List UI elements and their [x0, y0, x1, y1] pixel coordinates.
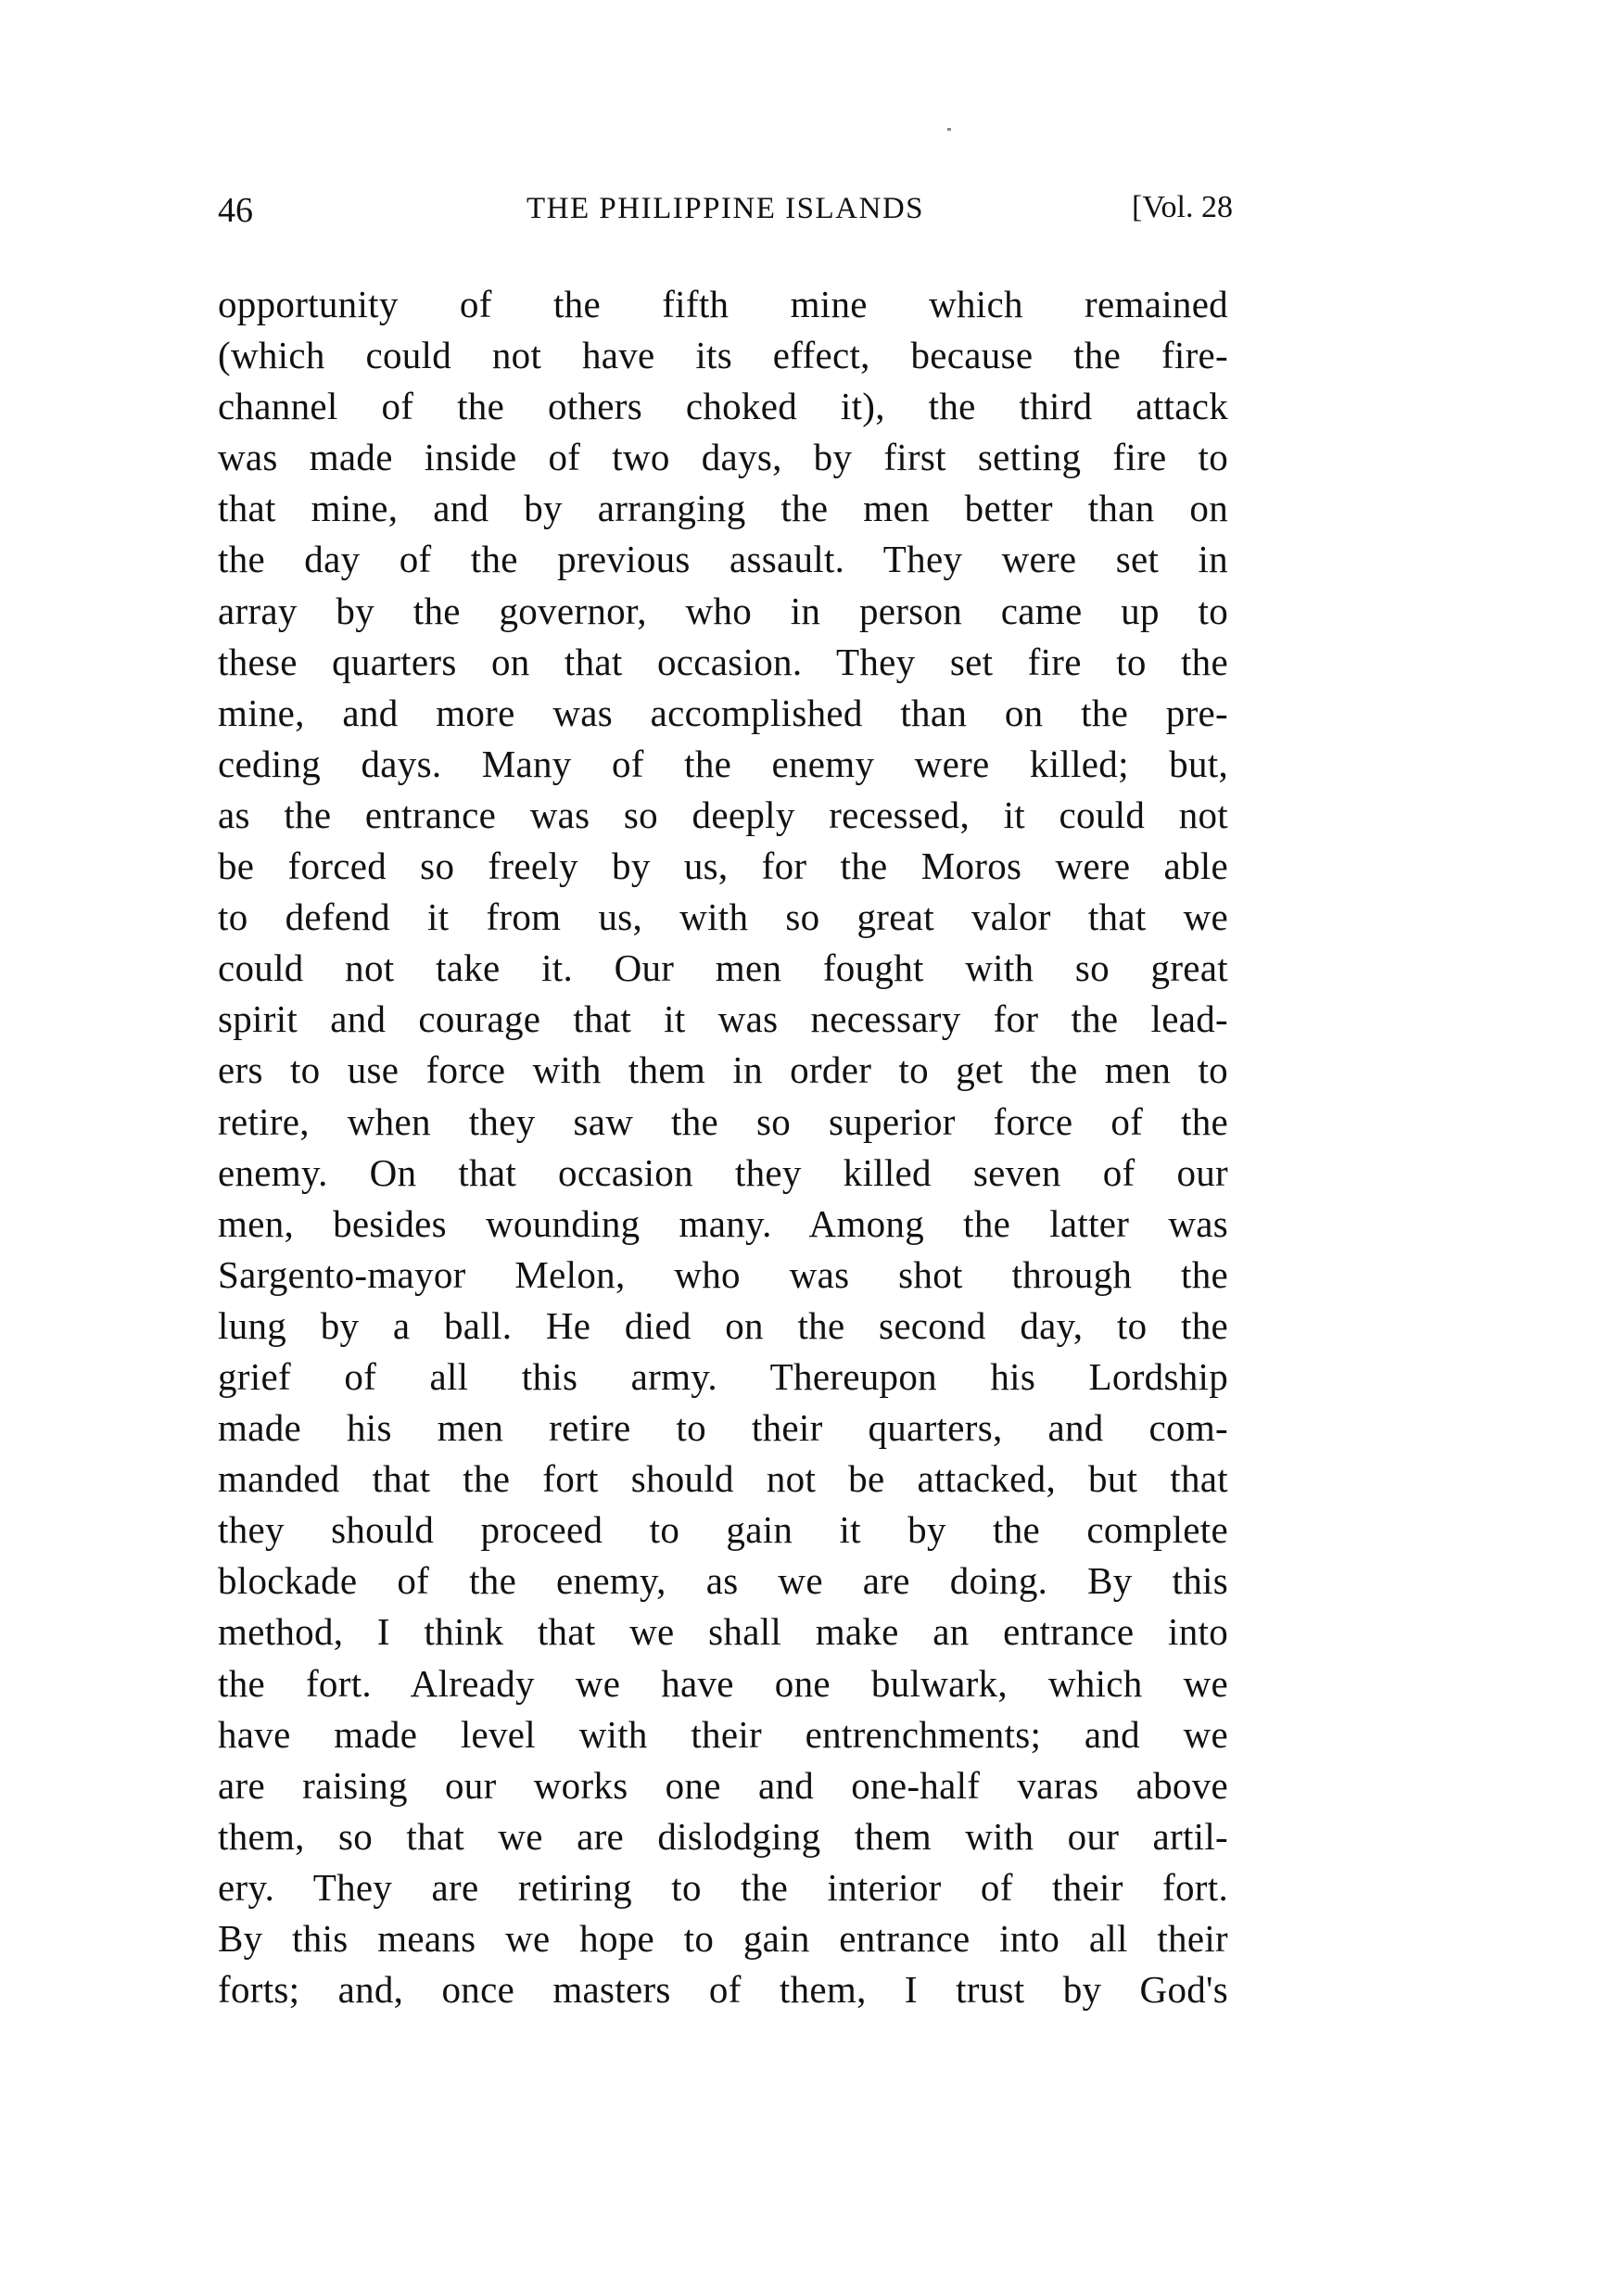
text-line: forts; and, once masters of them, I trust by God's [218, 1968, 1228, 2012]
text-line: channel of the others choked it), the third attack [218, 385, 1228, 428]
text-line: enemy. On that occasion they killed seven of our [218, 1150, 1228, 1194]
body-text [218, 279, 1228, 2015]
text-line: men, besides wounding many. Among the latter was [218, 1201, 1228, 1245]
text-line: these quarters on that occasion. They set fire to the [218, 640, 1228, 683]
text-line: could not take it. Our men fought with so great [218, 946, 1228, 990]
text-line: ceding days. Many of the enemy were killed; but, [218, 742, 1228, 785]
text-line: spirit and courage that it was necessary for the lead- [218, 997, 1228, 1041]
text-line: to defend it from us, with so great valor that we [218, 895, 1228, 939]
text-line: Sargento-mayor Melon, who was shot through the [218, 1252, 1228, 1296]
text-line: was made inside of two days, by first setting fire to [218, 436, 1228, 479]
page-number: 46 [218, 191, 253, 230]
text-line: ers to use force with them in order to get the men to [218, 1048, 1228, 1092]
text-line: the fort. Already we have one bulwark, which we [218, 1661, 1228, 1705]
text-line: them, so that we are dislodging them with our artil- [218, 1814, 1228, 1858]
scan-speck [947, 128, 951, 131]
text-line: be forced so freely by us, for the Moros were able [218, 845, 1228, 888]
text-line: as the entrance was so deeply recessed, it could not [218, 793, 1228, 836]
text-line: retire, when they saw the so superior force of the [218, 1099, 1228, 1143]
running-title: THE PHILIPPINE ISLANDS [527, 192, 924, 225]
volume-label: [Vol. 28 [1132, 190, 1233, 224]
text-line: By this means we hope to gain entrance into all their [218, 1917, 1228, 1960]
text-line: are raising our works one and one-half varas above [218, 1763, 1228, 1807]
text-line: ery. They are retiring to the interior of their fort. [218, 1865, 1228, 1909]
text-line: method, I think that we shall make an entrance into [218, 1610, 1228, 1654]
text-line: grief of all this army. Thereupon his Lordship [218, 1354, 1228, 1398]
text-line: opportunity of the fifth mine which remained [218, 283, 1228, 325]
text-line: (which could not have its effect, because the fire- [218, 334, 1228, 377]
text-line: manded that the fort should not be attacked, but that [218, 1457, 1228, 1501]
text-line: the day of the previous assault. They were set in [218, 538, 1228, 581]
text-line: that mine, and by arranging the men better than on [218, 487, 1228, 530]
running-header [218, 190, 1233, 230]
text-line: they should proceed to gain it by the complete [218, 1508, 1228, 1552]
text-line: have made level with their entrenchments; and we [218, 1712, 1228, 1756]
text-line: lung by a ball. He died on the second day, to the [218, 1303, 1228, 1347]
text-line: made his men retire to their quarters, and com- [218, 1406, 1228, 1450]
text-line: array by the governor, who in person came up to [218, 589, 1228, 632]
text-line: blockade of the enemy, as we are doing. By this [218, 1559, 1228, 1603]
text-line: mine, and more was accomplished than on the pre- [218, 691, 1228, 734]
